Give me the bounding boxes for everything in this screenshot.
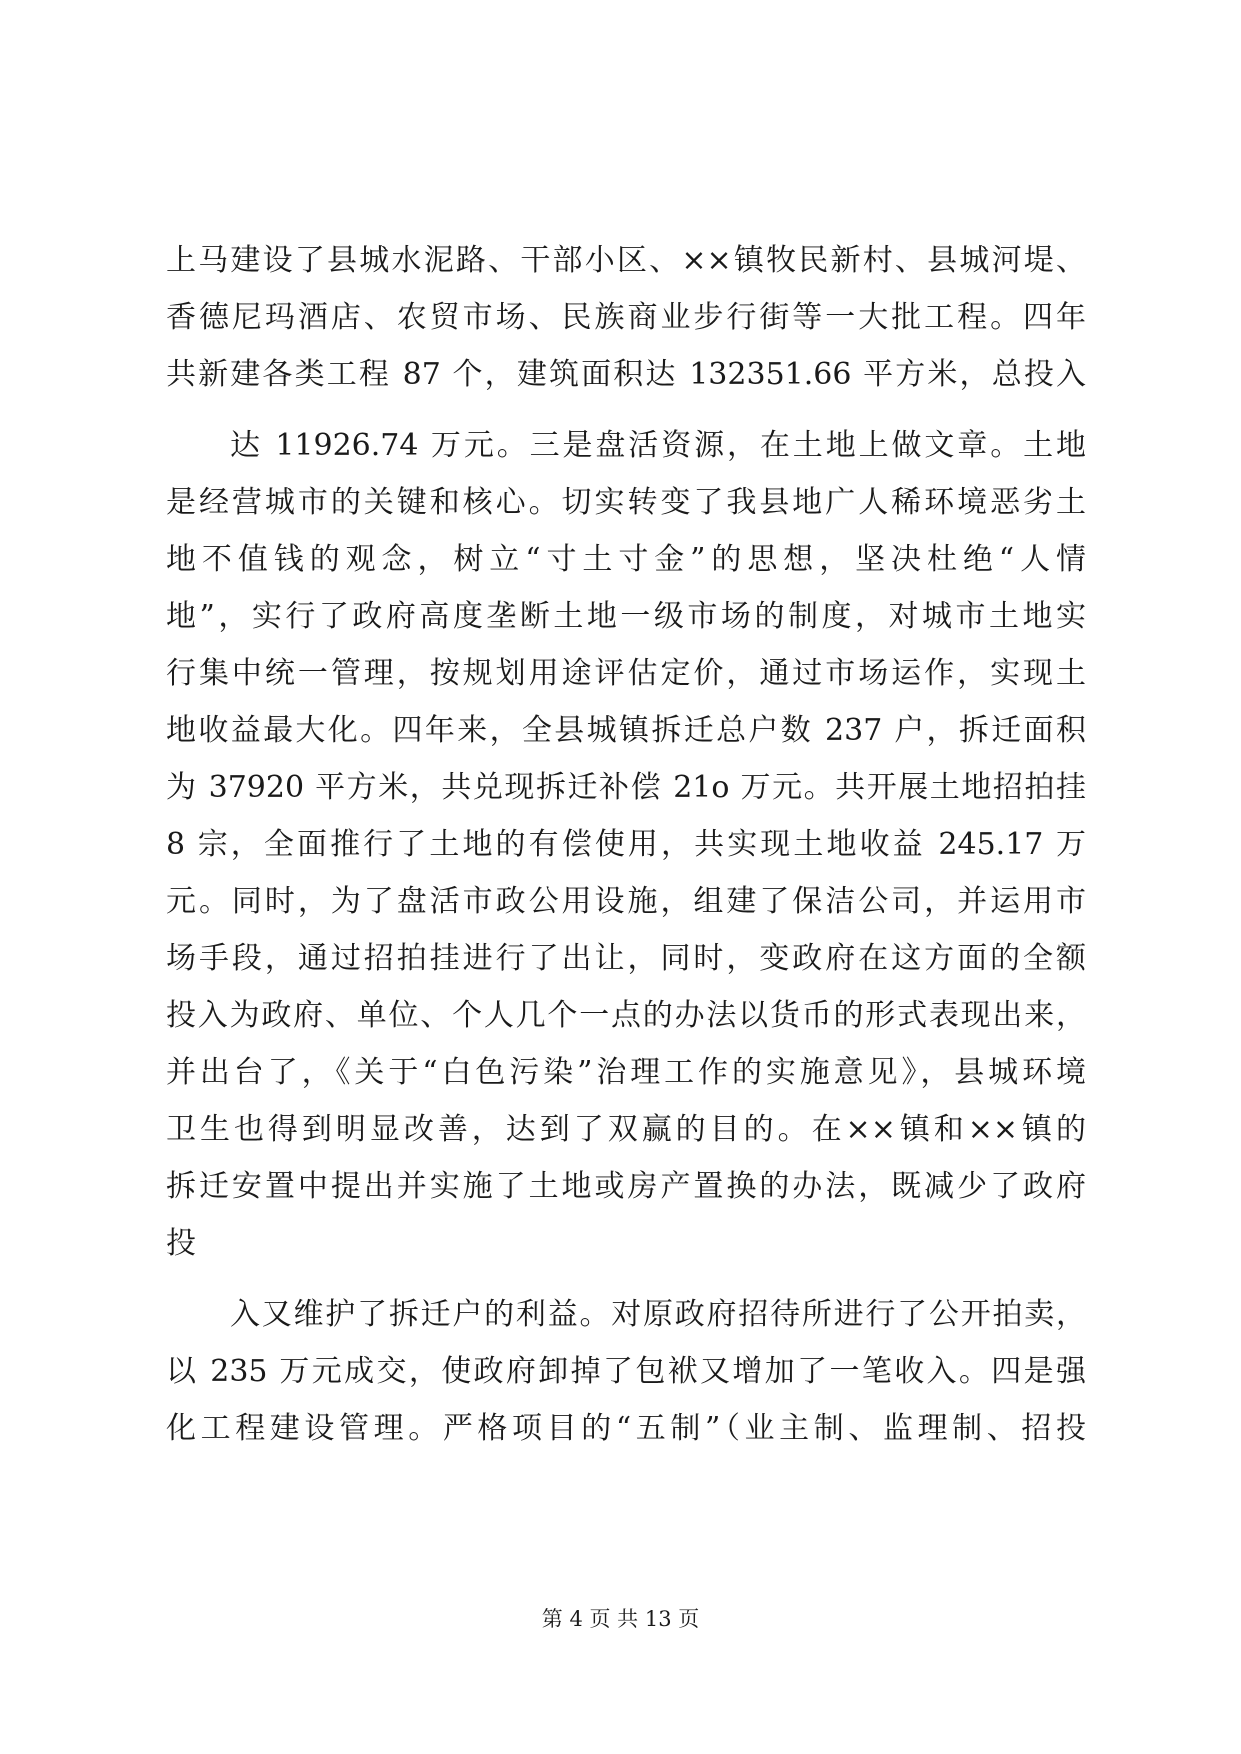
text-line: 元。同时，为了盘活市政公用设施，组建了保洁公司，并运用市 bbox=[166, 884, 1086, 919]
text-line: 投入为政府、单位、个人几个一点的办法以货币的形式表现出来， bbox=[166, 998, 1086, 1033]
body-text bbox=[166, 232, 1086, 1457]
text-line: 地”，实行了政府高度垄断土地一级市场的制度，对城市土地实 bbox=[166, 599, 1086, 634]
text-line: 共新建各类工程 87 个，建筑面积达 132351.66 平方米，总投入 bbox=[166, 357, 1086, 392]
text-line: 行集中统一管理，按规划用途评估定价，通过市场运作，实现土 bbox=[166, 656, 1086, 691]
paragraph-gap bbox=[166, 403, 1086, 417]
text-line: 以 235 万元成交，使政府卸掉了包袱又增加了一笔收入。四是强 bbox=[166, 1354, 1086, 1389]
text-line: 香德尼玛酒店、农贸市场、民族商业步行街等一大批工程。四年 bbox=[166, 300, 1086, 335]
text-line: 投 bbox=[166, 1226, 196, 1261]
paragraph-1 bbox=[166, 232, 1086, 403]
paragraph-gap bbox=[166, 1272, 1086, 1286]
text-line: 化工程建设管理。严格项目的“五制”（业主制、监理制、招投 bbox=[166, 1411, 1086, 1446]
page-number-footer: 第 4 页 共 13 页 bbox=[541, 1607, 700, 1631]
text-line: 卫生也得到明显改善，达到了双赢的目的。在××镇和××镇的 bbox=[166, 1112, 1086, 1147]
text-line: 场手段，通过招拍挂进行了出让，同时，变政府在这方面的全额 bbox=[166, 941, 1086, 976]
text-line: 拆迁安置中提出并实施了土地或房产置换的办法，既减少了政府 bbox=[166, 1169, 1086, 1204]
text-line: 上马建设了县城水泥路、干部小区、××镇牧民新村、县城河堤、 bbox=[166, 243, 1086, 278]
paragraph-2 bbox=[166, 417, 1086, 1272]
text-line: 是经营城市的关键和核心。切实转变了我县地广人稀环境恶劣土 bbox=[166, 485, 1086, 520]
text-line: 为 37920 平方米，共兑现拆迁补偿 21o 万元。共开展土地招拍挂 bbox=[166, 770, 1086, 805]
text-line: 入又维护了拆迁户的利益。对原政府招待所进行了公开拍卖， bbox=[230, 1297, 1086, 1332]
paragraph-3 bbox=[166, 1286, 1086, 1457]
text-line: 地收益最大化。四年来，全县城镇拆迁总户数 237 户，拆迁面积 bbox=[166, 713, 1086, 748]
text-line: 8 宗，全面推行了土地的有偿使用，共实现土地收益 245.17 万 bbox=[166, 827, 1086, 862]
text-line: 并出台了，《关于“白色污染”治理工作的实施意见》，县城环境 bbox=[166, 1055, 1086, 1090]
text-line: 达 11926.74 万元。三是盘活资源，在土地上做文章。土地 bbox=[230, 428, 1086, 463]
text-line: 地不值钱的观念，树立“寸土寸金”的思想，坚决杜绝“人情 bbox=[166, 542, 1086, 577]
